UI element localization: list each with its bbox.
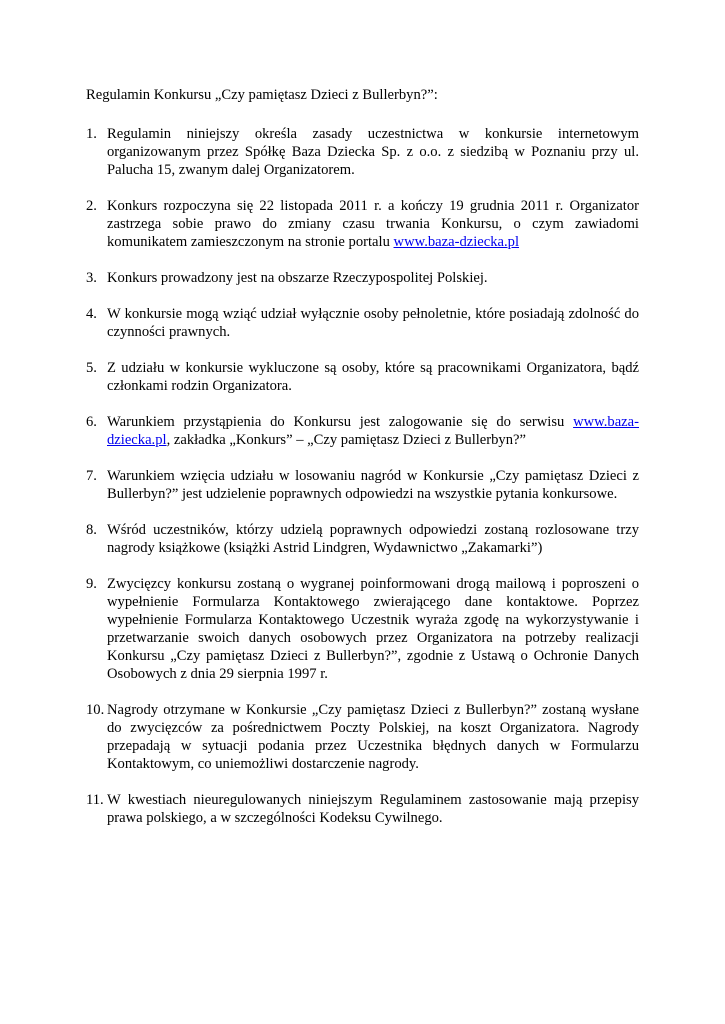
document-title: Regulamin Konkursu „Czy pamiętasz Dzieci z Bullerbyn?”:: [86, 87, 438, 103]
rule-item-5: [86, 359, 639, 395]
rule-item-1: [86, 125, 639, 179]
service-link[interactable]: www.baza-dziecka.pl: [107, 414, 639, 448]
rule-number: 3.: [86, 270, 97, 286]
rule-number: 6.: [86, 414, 97, 430]
rule-number: 4.: [86, 306, 97, 322]
rule-text: Wśród uczestników, którzy udzielą poprawnych odpowiedzi zostaną rozlosowane trzy nagrody książkowe (książki Astrid Lindgren, Wydawnictwo „Zakamarki”): [107, 522, 639, 556]
rule-number: 11.: [86, 792, 104, 808]
rule-text: Zwycięzcy konkursu zostaną o wygranej poinformowani drogą mailową i poproszeni o wypełnienie Formularza Kontaktowego zwierającego dane kontaktowe. Poprzez wypełnienie Formularza Kontaktowego Uczestnik wyraża zgodę na wykorzystywanie i przetwarzanie swoich danych osobowych przez Organizatora na potrzeby realizacji Konkursu „Czy pamiętasz Dzieci z Bullerbyn?”, zgodnie z Ustawą o Ochronie Danych Osobowych z dnia 29 sierpnia 1997 r.: [107, 576, 639, 682]
document-page: [86, 86, 639, 845]
rule-number: 2.: [86, 198, 97, 214]
rule-item-10: [86, 701, 639, 773]
rule-item-4: [86, 305, 639, 341]
rule-number: 7.: [86, 468, 97, 484]
rule-item-8: [86, 521, 639, 557]
rule-item-11: [86, 791, 639, 827]
rule-text: Warunkiem przystąpienia do Konkursu jest zalogowanie się do serwisu: [107, 414, 574, 430]
rule-text: Regulamin niniejszy określa zasady uczestnictwa w konkursie internetowym organizowanym przez Spółkę Baza Dziecka Sp. z o.o. z siedzibą w Poznaniu przy ul. Palucha 15, zwanym dalej Organizatorem.: [107, 126, 639, 178]
rule-item-2: [86, 197, 639, 251]
portal-link[interactable]: www.baza-dziecka.pl: [393, 234, 519, 250]
rule-text: Z udziału w konkursie wykluczone są osoby, które są pracownikami Organizatora, bądź członkami rodzin Organizatora.: [107, 360, 639, 394]
rules-list: [86, 125, 639, 827]
rule-text: Nagrody otrzymane w Konkursie „Czy pamiętasz Dzieci z Bullerbyn?” zostaną wysłane do zwycięzców za pośrednictwem Poczty Polskiej, na koszt Organizatora. Nagrody przepadają w sytuacji podania przez Uczestnika błędnych danych w Formularzu Kontaktowym, co uniemożliwi dostarczenie nagrody.: [107, 702, 639, 772]
rule-text: W konkursie mogą wziąć udział wyłącznie osoby pełnoletnie, które posiadają zdolność do czynności prawnych.: [107, 306, 639, 340]
rule-number: 8.: [86, 522, 97, 538]
rule-item-6: [86, 413, 639, 449]
rule-item-7: [86, 467, 639, 503]
rule-text: W kwestiach nieuregulowanych niniejszym Regulaminem zastosowanie mają przepisy prawa polskiego, a w szczególności Kodeksu Cywilnego.: [107, 792, 639, 826]
rule-item-9: [86, 575, 639, 683]
rule-text: Konkurs rozpoczyna się 22 listopada 2011 r. a kończy 19 grudnia 2011 r. Organizator zastrzega sobie prawo do zmiany czasu trwania Konkursu, o czym zawiadomi komunikatem zamieszczonym na stronie portalu: [107, 198, 639, 250]
rule-text: Warunkiem wzięcia udziału w losowaniu nagród w Konkursie „Czy pamiętasz Dzieci z Bullerbyn?” jest udzielenie poprawnych odpowiedzi na wszystkie pytania konkursowe.: [107, 468, 639, 502]
rule-number: 5.: [86, 360, 97, 376]
rule-text-after: , zakładka „Konkurs” – „Czy pamiętasz Dzieci z Bullerbyn?”: [166, 432, 526, 448]
rule-text: Konkurs prowadzony jest na obszarze Rzeczypospolitej Polskiej.: [107, 270, 488, 286]
rule-number: 10.: [86, 702, 105, 718]
rule-number: 1.: [86, 126, 97, 142]
rule-number: 9.: [86, 576, 97, 592]
rule-item-3: [86, 269, 639, 287]
